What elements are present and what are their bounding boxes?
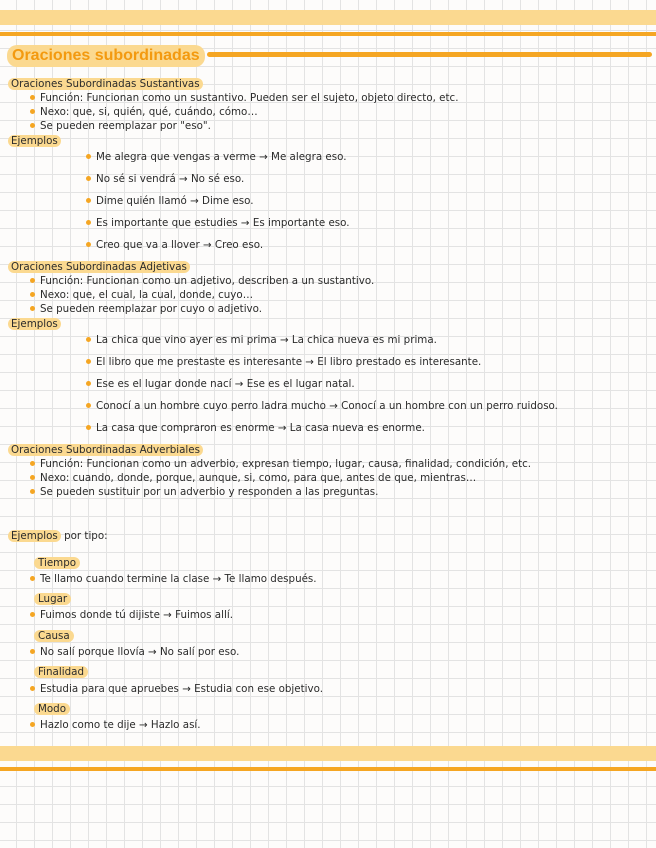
page-title: Oraciones subordinadas [7, 45, 205, 67]
example-item: Ese es el lugar donde nací → Ese es el lugar natal. [86, 378, 355, 391]
bullet-dot [86, 220, 91, 225]
type-example: Te llamo cuando termine la clase → Te llamo después. [30, 573, 317, 586]
example-item: No sé si vendrá → No sé eso. [86, 173, 244, 186]
type-example: Hazlo como te dije → Hazlo así. [30, 719, 201, 732]
bullet-dot [30, 686, 35, 691]
bullet-dot [86, 154, 91, 159]
bullet-dot [30, 489, 35, 494]
bullet-item: Se pueden sustituir por un adverbio y responden a las preguntas. [30, 486, 378, 499]
bullet-item: Función: Funcionan como un adjetivo, describen a un sustantivo. [30, 275, 374, 288]
example-item: La chica que vino ayer es mi prima → La chica nueva es mi prima. [86, 334, 437, 347]
bullet-dot [86, 403, 91, 408]
bullet-dot [30, 95, 35, 100]
bullet-dot [30, 278, 35, 283]
bullet-dot [30, 576, 35, 581]
examples-label: Ejemplos [8, 530, 61, 542]
top-decor-line [0, 32, 656, 36]
bullet-dot [86, 176, 91, 181]
bullet-dot [30, 109, 35, 114]
examples-by-type-heading: Ejemplos por tipo: [8, 530, 108, 543]
type-example: No salí porque llovía → No salí por eso. [30, 646, 239, 659]
bullet-dot [30, 475, 35, 480]
title-underline [207, 52, 652, 57]
top-decor-band [0, 10, 656, 25]
bullet-dot [30, 306, 35, 311]
type-tag: Tiempo [34, 557, 80, 569]
bullet-dot [86, 359, 91, 364]
type-tag: Lugar [34, 593, 71, 605]
section-heading-adverbiales: Oraciones Subordinadas Adverbiales [8, 444, 203, 456]
bullet-dot [86, 337, 91, 342]
example-item: La casa que compraron es enorme → La casa nueva es enorme. [86, 422, 425, 435]
bullet-item: Se pueden reemplazar por "eso". [30, 120, 211, 133]
bullet-dot [86, 198, 91, 203]
examples-label: Ejemplos [8, 135, 61, 147]
type-tag: Modo [34, 703, 70, 715]
example-item: Me alegra que vengas a verme → Me alegra eso. [86, 151, 347, 164]
examples-label: Ejemplos [8, 318, 61, 330]
type-example: Estudia para que apruebes → Estudia con ese objetivo. [30, 683, 323, 696]
bullet-item: Función: Funcionan como un sustantivo. Pueden ser el sujeto, objeto directo, etc. [30, 92, 458, 105]
bullet-dot [30, 123, 35, 128]
section-heading-adjetivas: Oraciones Subordinadas Adjetivas [8, 261, 190, 273]
bullet-dot [86, 425, 91, 430]
type-tag: Finalidad [34, 666, 88, 678]
bottom-decor-band [0, 746, 656, 761]
bullet-dot [30, 292, 35, 297]
example-item: Es importante que estudies → Es importante eso. [86, 217, 350, 230]
bullet-dot [30, 612, 35, 617]
bullet-dot [30, 722, 35, 727]
type-example: Fuimos donde tú dijiste → Fuimos allí. [30, 609, 233, 622]
title-row [7, 45, 652, 67]
bullet-dot [86, 242, 91, 247]
bullet-item: Nexo: que, el cual, la cual, donde, cuyo… [30, 289, 253, 302]
type-tag: Causa [34, 630, 74, 642]
bullet-item: Se pueden reemplazar por cuyo o adjetivo. [30, 303, 262, 316]
bullet-dot [86, 381, 91, 386]
example-item: El libro que me prestaste es interesante → El libro prestado es interesante. [86, 356, 481, 369]
bottom-decor-line [0, 767, 656, 771]
section-heading-sustantivas: Oraciones Subordinadas Sustantivas [8, 78, 203, 90]
bullet-dot [30, 649, 35, 654]
bullet-item: Función: Funcionan como un adverbio, expresan tiempo, lugar, causa, finalidad, condición, etc. [30, 458, 531, 471]
example-item: Creo que va a llover → Creo eso. [86, 239, 263, 252]
bullet-item: Nexo: cuando, donde, porque, aunque, si, como, para que, antes de que, mientras… [30, 472, 476, 485]
bullet-dot [30, 461, 35, 466]
example-item: Conocí a un hombre cuyo perro ladra mucho → Conocí a un hombre con un perro ruidoso. [86, 400, 558, 413]
example-item: Dime quién llamó → Dime eso. [86, 195, 254, 208]
bullet-item: Nexo: que, si, quién, qué, cuándo, cómo… [30, 106, 258, 119]
